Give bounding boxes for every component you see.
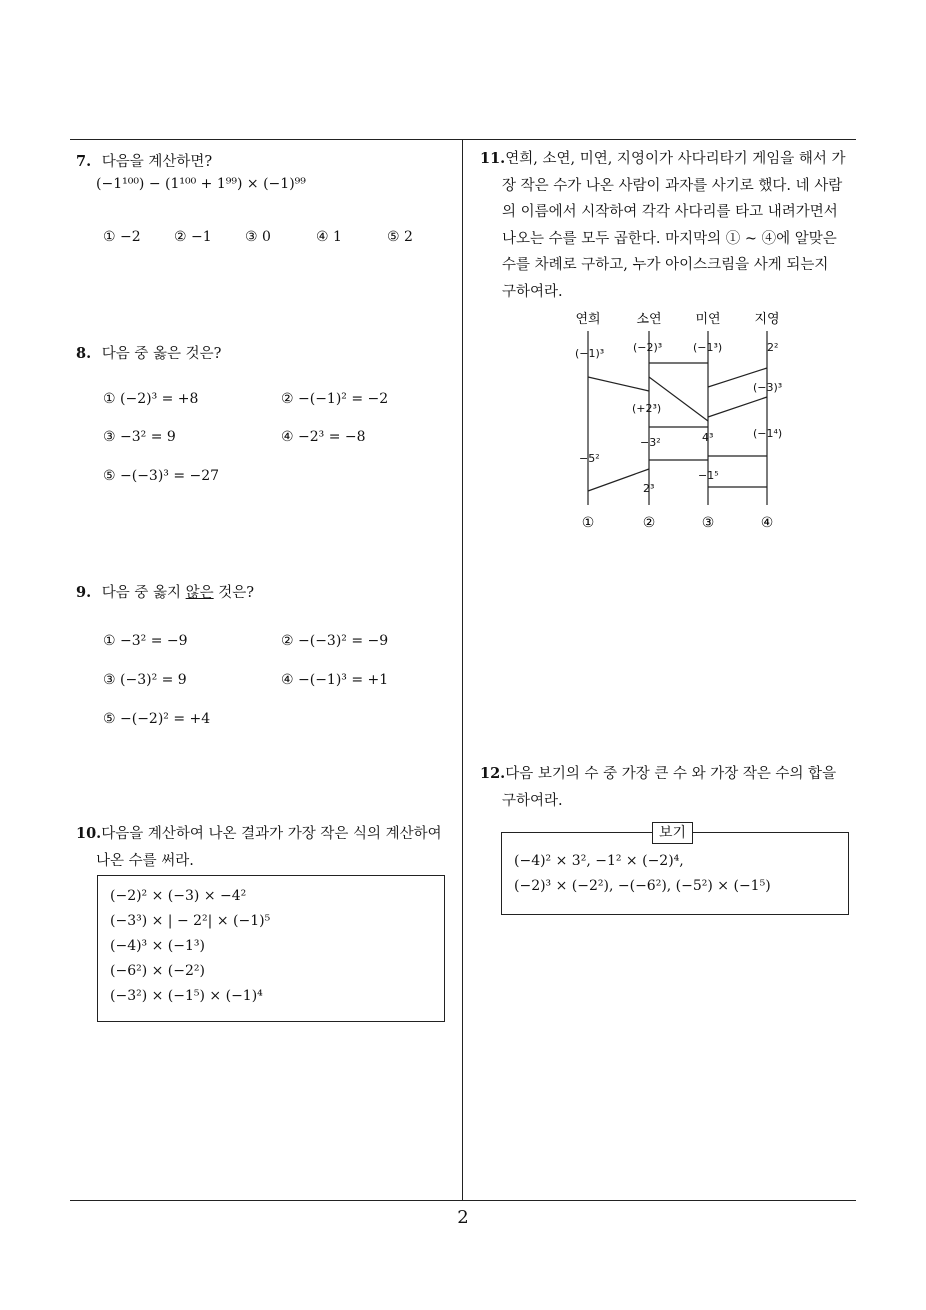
option-5[interactable]: ⑤ 2 bbox=[387, 229, 413, 245]
ladder-label: 2³ bbox=[643, 482, 655, 495]
question-number: 10. bbox=[76, 825, 102, 842]
option-2[interactable]: ② −(−3)² = −9 bbox=[281, 633, 389, 649]
question-number: 12. bbox=[480, 765, 506, 782]
ladder-label: −3² bbox=[640, 436, 661, 449]
box-line: (−3³) × | − 2²| × (−1)⁵ bbox=[110, 913, 271, 929]
box-line: (−3²) × (−1⁵) × (−1)⁴ bbox=[110, 988, 263, 1004]
bottom-rule bbox=[70, 1200, 856, 1201]
example-box-title: 보기 bbox=[652, 822, 693, 844]
top-rule bbox=[70, 139, 856, 140]
ladder-bottom-3: ③ bbox=[701, 515, 715, 531]
option-2[interactable]: ② −(−1)² = −2 bbox=[281, 391, 389, 407]
question-text-line2: 나온 수를 써라. bbox=[96, 853, 194, 869]
ladder-name-jiyoung: 지영 bbox=[754, 312, 780, 327]
option-1[interactable]: ① −2 bbox=[103, 229, 141, 245]
ladder-verticals bbox=[588, 331, 767, 505]
question-text: 다음을 계산하면? bbox=[101, 154, 213, 170]
ladder-label: (−1)³ bbox=[575, 347, 605, 360]
box-line: (−4)³ × (−1³) bbox=[110, 938, 205, 954]
expression: (−1¹⁰⁰) − (1¹⁰⁰ + 1⁹⁹) × (−1)⁹⁹ bbox=[96, 176, 306, 192]
option-1[interactable]: ① −3² = −9 bbox=[103, 633, 188, 649]
ladder-label: 4³ bbox=[702, 431, 714, 444]
ladder-name-soyeon: 소연 bbox=[636, 312, 662, 327]
question-text-line2: 구하여라. bbox=[502, 792, 563, 809]
expression-box bbox=[97, 875, 445, 1022]
option-5[interactable]: ⑤ −(−2)² = +4 bbox=[103, 711, 211, 727]
question-text-underlined: 않은 bbox=[185, 585, 214, 601]
page-number: 2 bbox=[457, 1207, 469, 1228]
question-text-post: 것은? bbox=[213, 585, 255, 601]
question-text-pre: 다음 중 옳지 bbox=[101, 585, 186, 601]
ladder-name-miyeon: 미연 bbox=[695, 312, 721, 327]
ladder-rungs bbox=[588, 363, 767, 491]
ladder-label: 2² bbox=[767, 341, 779, 354]
option-4[interactable]: ④ −2³ = −8 bbox=[281, 429, 366, 445]
box-line: (−4)² × 3², −1² × (−2)⁴, bbox=[514, 853, 684, 869]
option-3[interactable]: ③ (−3)² = 9 bbox=[103, 672, 187, 688]
option-4[interactable]: ④ 1 bbox=[316, 229, 342, 245]
question-text-line: 연희, 소연, 미연, 지영이가 사다리타기 게임을 해서 가 bbox=[505, 151, 846, 167]
option-3[interactable]: ③ 0 bbox=[245, 229, 271, 245]
example-box bbox=[501, 825, 849, 915]
option-5[interactable]: ⑤ −(−3)³ = −27 bbox=[103, 468, 220, 484]
question-text-line: 의 이름에서 시작하여 각각 사다리를 타고 내려가면서 bbox=[502, 204, 838, 220]
ladder-label: −5² bbox=[579, 452, 600, 465]
question-number: 7. bbox=[76, 153, 92, 170]
question-text-line: 장 작은 수가 나온 사람이 과자를 사기로 했다. 네 사람 bbox=[502, 177, 843, 194]
ladder-label: (−1³) bbox=[693, 341, 723, 354]
ladder-name-yeonhui: 연희 bbox=[575, 312, 601, 327]
box-line: (−2)² × (−3) × −4² bbox=[110, 888, 247, 904]
question-text: 다음 중 옳은 것은? bbox=[101, 346, 222, 362]
question-text-line: 수를 차례로 구하고, 누가 아이스크림을 사게 되는지 bbox=[502, 257, 829, 273]
box-line: (−6²) × (−2²) bbox=[110, 963, 205, 979]
question-text-line1: 다음을 계산하여 나온 결과가 가장 작은 식의 계산하여 bbox=[101, 826, 442, 842]
question-number: 11. bbox=[480, 150, 506, 167]
ladder-label: (−3)³ bbox=[753, 381, 783, 394]
option-3[interactable]: ③ −3² = 9 bbox=[103, 429, 176, 445]
ladder-label: (−2)³ bbox=[633, 341, 663, 354]
option-4[interactable]: ④ −(−1)³ = +1 bbox=[281, 672, 389, 688]
question-text-line1: 다음 보기의 수 중 가장 큰 수 와 가장 작은 수의 합을 bbox=[505, 766, 837, 782]
ladder-bottom-4: ④ bbox=[760, 515, 774, 531]
ladder-bottom-2: ② bbox=[642, 515, 656, 531]
ladder-diagram bbox=[560, 305, 800, 540]
option-1[interactable]: ① (−2)³ = +8 bbox=[103, 391, 199, 407]
column-divider bbox=[462, 139, 463, 1201]
question-text-line: 나오는 수를 모두 곱한다. 마지막의 ① ~ ④에 알맞은 bbox=[502, 230, 837, 247]
ladder-label: (+2³) bbox=[632, 402, 662, 415]
question-number: 9. bbox=[76, 584, 92, 601]
question-text-line: 구하여라. bbox=[502, 283, 563, 300]
question-number: 8. bbox=[76, 345, 92, 362]
ladder-label: (−1⁴) bbox=[753, 427, 783, 440]
ladder-label: −1⁵ bbox=[698, 469, 719, 482]
option-2[interactable]: ② −1 bbox=[174, 229, 212, 245]
ladder-bottom-1: ① bbox=[581, 515, 595, 531]
box-line: (−2)³ × (−2²), −(−6²), (−5²) × (−1⁵) bbox=[514, 878, 771, 894]
